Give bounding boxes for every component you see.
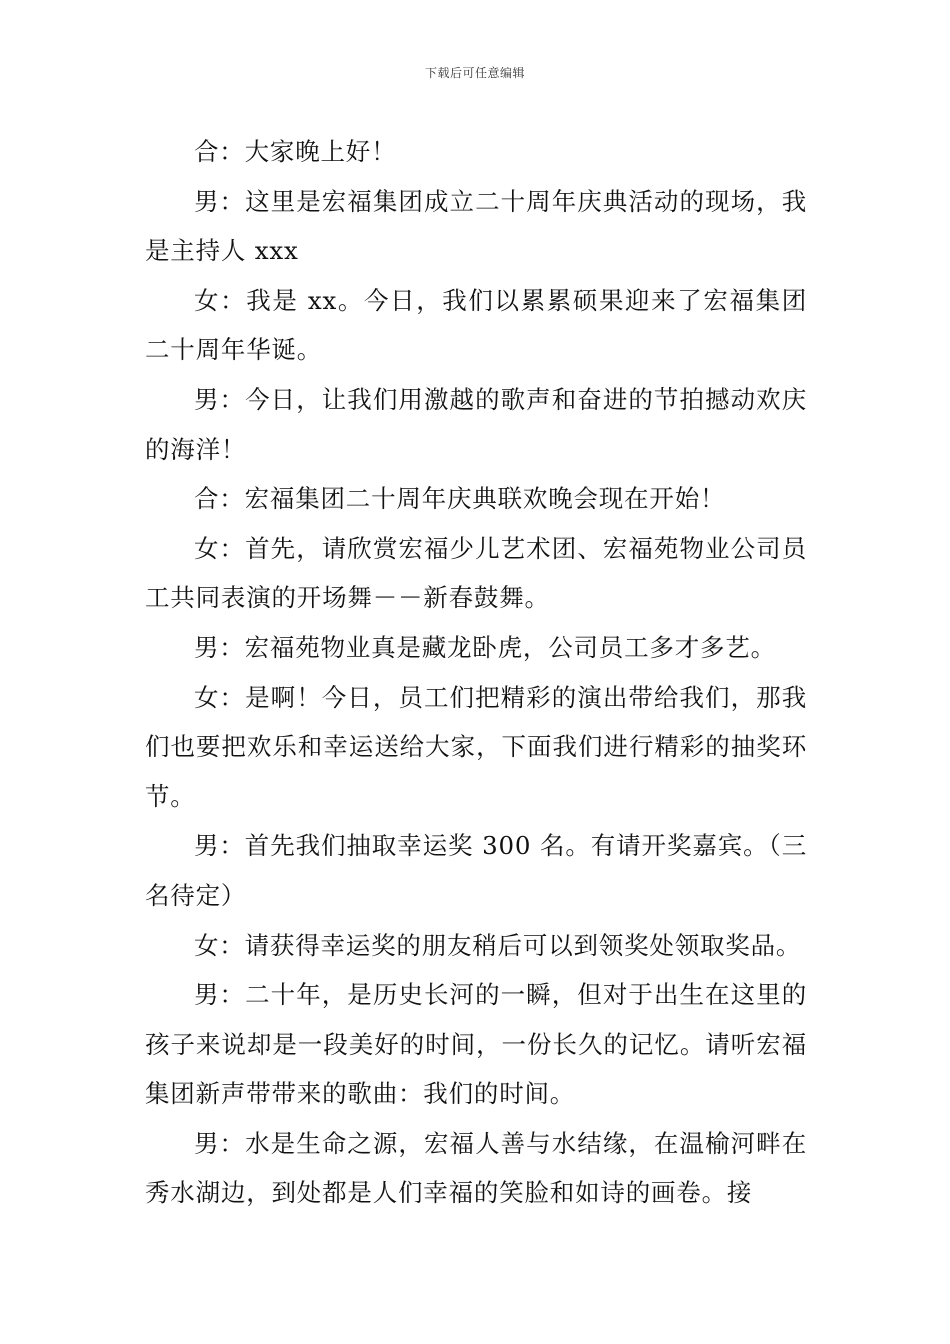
page-header: 下载后可任意编辑 xyxy=(424,66,525,80)
paragraph: 男：这里是宏福集团成立二十周年庆典活动的现场，我是主持人 xxx xyxy=(145,186,807,266)
paragraph: 女：是啊！今日，员工们把精彩的演出带给我们，那我们也要把欢乐和幸运送给大家，下面我们进行精彩的抽奖环节。 xyxy=(145,682,807,811)
paragraph: 男：水是生命之源，宏福人善与水结缘，在温榆河畔在秀水湖边，到处都是人们幸福的笑脸和如诗的画卷。接 xyxy=(145,1128,807,1208)
paragraph: 合：宏福集团二十周年庆典联欢晚会现在开始！ xyxy=(194,484,726,514)
document-body xyxy=(145,127,807,1218)
paragraph: 合：大家晚上好！ xyxy=(194,137,397,166)
paragraph: 男：首先我们抽取幸运奖 300 名。有请开奖嘉宾。（三名待定） xyxy=(145,831,807,910)
paragraph: 女：首先，请欣赏宏福少儿艺术团、宏福苑物业公司员工共同表演的开场舞－－新春鼓舞。 xyxy=(145,533,807,613)
paragraph: 男：今日，让我们用激越的歌声和奋进的节拍撼动欢庆的海洋！ xyxy=(145,384,807,464)
paragraph: 女：请获得幸运奖的朋友稍后可以到领奖处领取奖品。 xyxy=(194,930,802,960)
paragraph: 男：二十年，是历史长河的一瞬，但对于出生在这里的孩子来说却是一段美好的时间，一份长久的记忆。请听宏福集团新声带带来的歌曲：我们的时间。 xyxy=(145,980,807,1109)
paragraph: 女：我是 xx。今日，我们以累累硕果迎来了宏福集团二十周年华诞。 xyxy=(145,285,807,365)
paragraph: 男：宏福苑物业真是藏龙卧虎，公司员工多才多艺。 xyxy=(194,632,776,662)
